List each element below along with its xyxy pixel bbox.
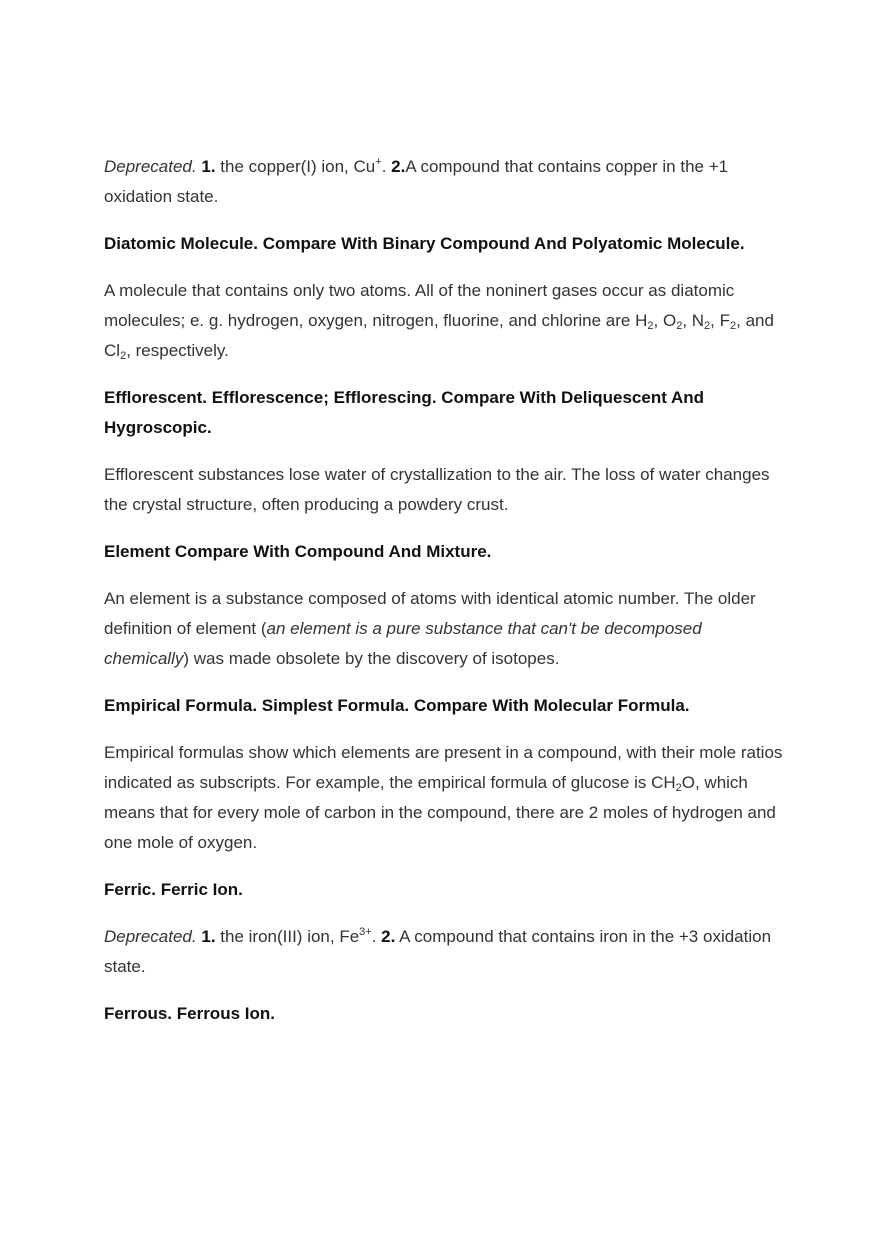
definition-text: , and Cl	[104, 311, 774, 360]
definition-text: O, which means that for every mole of carbon in the compound, there are 2 moles of hydrogen and one mole of oxygen.	[104, 773, 776, 852]
term-heading-diatomic: Diatomic Molecule. Compare With Binary Compound And Polyatomic Molecule.	[104, 234, 745, 253]
efflorescent-definition: Efflorescent substances lose water of crystallization to the air. The loss of water changes the crystal structure, often producing a powdery crust.	[104, 465, 770, 514]
subscript: 2	[676, 320, 683, 332]
definition-text: the copper(I) ion, Cu	[215, 157, 376, 176]
subscript: 2	[120, 350, 127, 362]
definition-text: , respectively.	[126, 341, 229, 360]
ferric-definition	[104, 922, 784, 982]
item-number: 2.	[391, 157, 406, 176]
definition-text: .	[371, 927, 382, 946]
term-heading-empirical-formula: Empirical Formula. Simplest Formula. Compare With Molecular Formula.	[104, 696, 690, 715]
definition-text: A compound that contains iron in the +3 oxidation state.	[104, 927, 772, 976]
definition-text: An element is a substance composed of atoms with identical atomic number. The older definition of element (	[104, 589, 756, 638]
subscript: 2	[704, 320, 711, 332]
deprecated-label: Deprecated.	[104, 927, 197, 946]
term-heading-efflorescent: Efflorescent. Efflorescence; Efflorescing. Compare With Deliquescent And Hygroscopic.	[104, 388, 705, 437]
superscript: +	[375, 156, 382, 168]
term-heading-element: Element Compare With Compound And Mixture.	[104, 542, 492, 561]
superscript: 3+	[359, 926, 372, 938]
definition-text: .	[381, 157, 392, 176]
subscript: 2	[675, 782, 682, 794]
definition-text: , O	[653, 311, 677, 330]
subscript: 2	[647, 320, 654, 332]
empirical-formula-definition	[104, 738, 784, 858]
subscript: 2	[730, 320, 737, 332]
document-page	[104, 152, 784, 1046]
cuprous-definition	[104, 152, 784, 212]
item-number: 1.	[201, 157, 216, 176]
definition-text: , N	[682, 311, 705, 330]
definition-text: ) was made obsolete by the discovery of isotopes.	[183, 649, 560, 668]
definition-text: , F	[710, 311, 731, 330]
definition-text: A molecule that contains only two atoms. All of the noninert gases occur as diatomic molecules; e. g. hydrogen, oxygen, nitrogen, fluorine, and chlorine are H	[104, 281, 735, 330]
deprecated-label: Deprecated.	[104, 157, 197, 176]
item-number: 1.	[201, 927, 216, 946]
definition-text: the iron(III) ion, Fe	[215, 927, 360, 946]
term-heading-ferric: Ferric. Ferric Ion.	[104, 880, 243, 899]
definition-text: A compound that contains copper in the +1 oxidation state.	[104, 157, 729, 206]
term-heading-ferrous: Ferrous. Ferrous Ion.	[104, 1004, 275, 1023]
italic-quote: an element is a pure substance that can't be decomposed chemically	[104, 619, 702, 668]
element-definition	[104, 584, 784, 674]
definition-text: Empirical formulas show which elements are present in a compound, with their mole ratios indicated as subscripts. For example, the empirical formula of glucose is CH	[104, 743, 783, 792]
diatomic-definition	[104, 276, 784, 366]
item-number: 2.	[381, 927, 396, 946]
